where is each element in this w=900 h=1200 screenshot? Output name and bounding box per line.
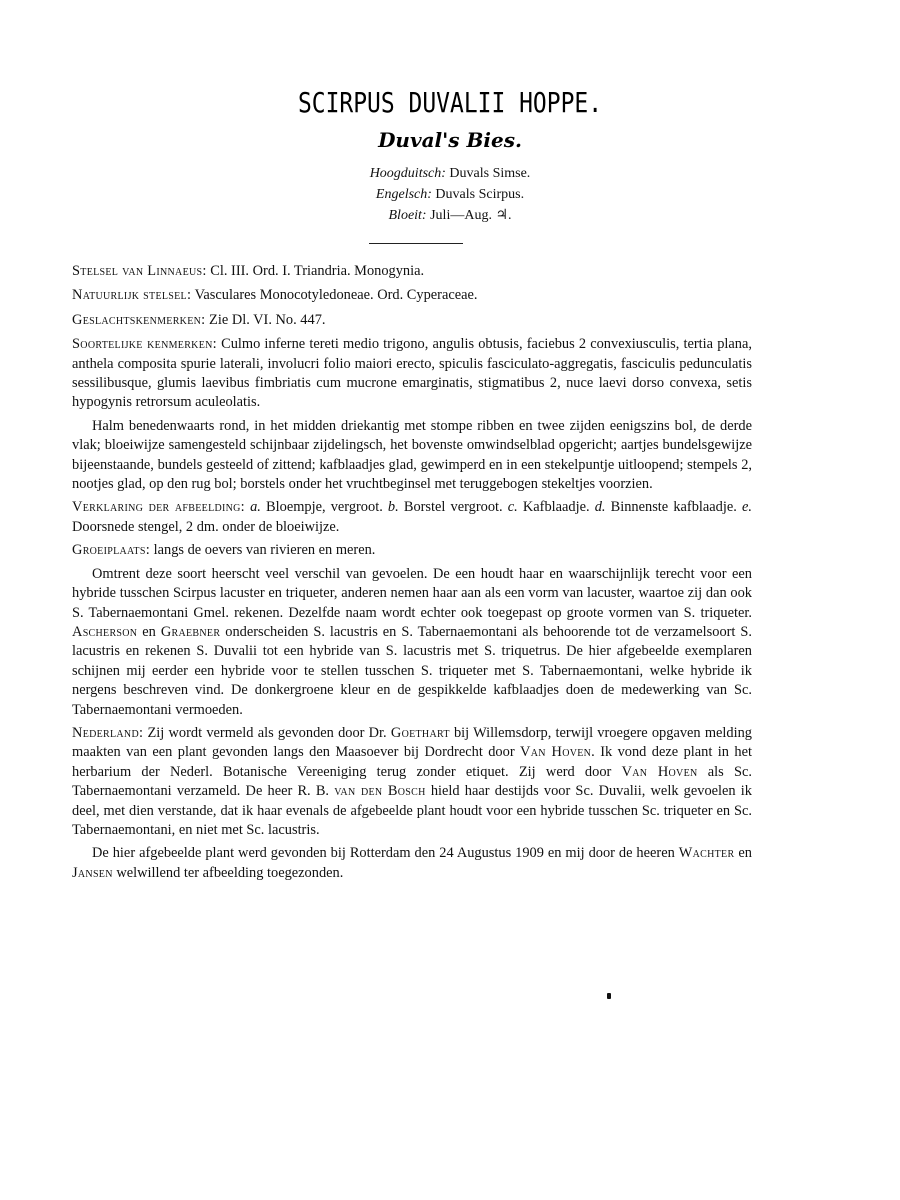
- page-subtitle: Duval's Bies.: [378, 128, 522, 152]
- author-name: Graebner: [160, 623, 221, 640]
- paragraph-halm: Halm benedenwaarts rond, in het midden driekantig met stompe ribben en twee zijden eenigszins bol, de derde vlak; bloeiwijze samengesteld schijnbaar zijdelingsch, het bovenste omwindselblad opgericht; aartjes bundelsgewijze bijeenstaande, bundels gesteeld of zittend; kafblaadjes glad, gewimperd en in een stekelpuntje uitloopend; stempels 2, nootjes glad, op den rug bol; borstels onder het vruchtbeginsel met teruggebogen stekeltjes voorzien.: [72, 417, 752, 493]
- name-label: Engelsch:: [375, 187, 432, 202]
- section-text: Cl. III. Ord. I. Triandria. Monogynia.: [210, 263, 425, 279]
- text-run: De hier afgebeelde plant werd gevonden bij Rotterdam den 24 Augustus 1909 en mij door de heeren: [92, 845, 675, 862]
- author-name: Goethart: [390, 724, 450, 741]
- section-text: Zie Dl. VI. No. 447.: [209, 311, 326, 328]
- author-name: Wachter: [678, 845, 735, 862]
- figure-letter: c.: [507, 499, 518, 516]
- paragraph-soortelijke-kenmerken: [72, 335, 752, 413]
- text-run: bij Willemsdorp, terwijl vroegere opgaven melding maakten van een plant gevonden langs den Maasoever bij Dordrecht door: [72, 724, 752, 761]
- text-run: en: [738, 845, 752, 862]
- text-run: onderscheiden S. lacustris en S. Tabernaemontani als behoorende tot de verzamelsoort S. lacustris en rekenen S. Duvalii tot een hybride van S. lacustris met S. triquetrus. De hier afgebeelde exemplaren schijnen mij eerder een hybride voor te stellen tusschen S. triqueter met S. Tabernaemontani, welke hybride ik nergens beschreven vind. De donkergroene kleur en de gespikkelde kafblaadjes doen de medewerking van Sc. Tabernaemontani vermoeden.: [72, 623, 752, 718]
- text-run: Omtrent deze soort heerscht veel verschil van gevoelen. De een houdt haar en waarschijnlijk terecht voor een hybride tusschen Scirpus lacuster en triqueter, anderen nemen haar aan als een vorm van lacuster, waartoe zij dan ook S. Tabernaemontani Gmel. rekenen. Dezelfde naam wordt echter ook toegepast op groote vormen van S. triqueter.: [72, 565, 752, 621]
- text-run: . Ik vond deze plant in het herbarium der Nederl. Botanische Vereeniging terug zonder etiquet. Zij werd door: [72, 744, 752, 780]
- body-text: [72, 262, 752, 887]
- paragraph-geslachtskenmerken: [72, 311, 752, 330]
- author-name: Van Hoven: [621, 763, 698, 780]
- section-label: Natuurlijk stelsel:: [72, 287, 192, 304]
- name-label: Bloeit:: [388, 208, 427, 223]
- figure-caption: Borstel vergroot.: [403, 499, 503, 516]
- figure-caption: Kafblaadje.: [522, 499, 590, 516]
- name-value: Juli—Aug. ♃.: [430, 208, 512, 223]
- paragraph-nederland: [72, 724, 752, 840]
- author-name: Jansen: [72, 864, 113, 881]
- paragraph-verklaring: [72, 498, 752, 537]
- author-name: Van Hoven: [520, 744, 592, 761]
- divider-rule: [369, 243, 463, 244]
- name-label: Hoogduitsch:: [369, 166, 446, 181]
- text-run: als Sc. Tabernaemontani verzameld. De heer R. B.: [72, 763, 752, 800]
- vernacular-names: [0, 163, 900, 226]
- paragraph-afgebeeld: [72, 844, 752, 883]
- name-value: Duvals Simse.: [449, 166, 531, 181]
- section-label: Soortelijke kenmerken:: [72, 336, 217, 353]
- section-text: Culmo inferne tereti medio trigono, angulis obtusis, faciebus 2 convexiusculis, tertia plana, anthela composita spurie laterali, involucri folio maiori erecto, spiculis fasciculato-aggregatis, fasciculis pedunculatis sessilibusque, glumis laevibus fimbriatis cum mucrone emarginatis, stigmatibus 2, nuce laevi dorso convexa, setis hypogynis retrorsum aculeolatis.: [72, 336, 752, 411]
- text-run: en: [142, 623, 156, 640]
- section-text: Vasculares Monocotyledoneae. Ord. Cyperaceae.: [194, 287, 478, 304]
- text-run: welwillend ter afbeelding toegezonden.: [116, 864, 344, 881]
- figure-letter: b.: [387, 499, 399, 516]
- figure-caption: Doorsnede stengel, 2 dm. onder de bloeiwijze.: [72, 518, 340, 535]
- section-label: Nederland:: [72, 724, 144, 741]
- figure-letter: e.: [741, 499, 752, 516]
- paragraph-omtrent: [72, 565, 752, 720]
- paragraph-linnaeus: [72, 262, 752, 281]
- author-name: Ascherson: [72, 623, 138, 640]
- figure-caption: Binnenste kafblaadje.: [610, 499, 737, 516]
- ink-mark: [607, 993, 611, 999]
- figure-letter: a.: [250, 499, 261, 516]
- page-title: SCIRPUS DUVALII HOPPE.: [297, 86, 603, 119]
- name-row: [0, 184, 900, 205]
- section-label: Verklaring der afbeelding:: [72, 499, 245, 516]
- name-row: [0, 205, 900, 226]
- text-run: hield haar destijds voor Sc. Duvalii, welk gevoelen ik deel, met dien verstande, dat ik haar evenals de afgebeelde plant houdt voor een hybride tusschen Sc. triqueter en Sc. Tabernaemontani, en niet met Sc. lacustris.: [72, 783, 752, 838]
- name-value: Duvals Scirpus.: [435, 187, 525, 202]
- paragraph-natuurlijk-stelsel: [72, 286, 752, 305]
- author-name: van den Bosch: [334, 783, 426, 800]
- figure-caption: Bloempje, vergroot.: [266, 499, 383, 516]
- name-row: [0, 163, 900, 184]
- section-label: Stelsel van Linnaeus:: [72, 263, 207, 279]
- text-run: Zij wordt vermeld als gevonden door Dr.: [147, 724, 387, 741]
- paragraph-groeiplaats: [72, 541, 752, 560]
- section-label: Geslachtskenmerken:: [72, 311, 206, 328]
- section-label: Groeiplaats:: [72, 542, 150, 559]
- section-text: langs de oevers van rivieren en meren.: [153, 542, 376, 559]
- figure-letter: d.: [594, 499, 606, 516]
